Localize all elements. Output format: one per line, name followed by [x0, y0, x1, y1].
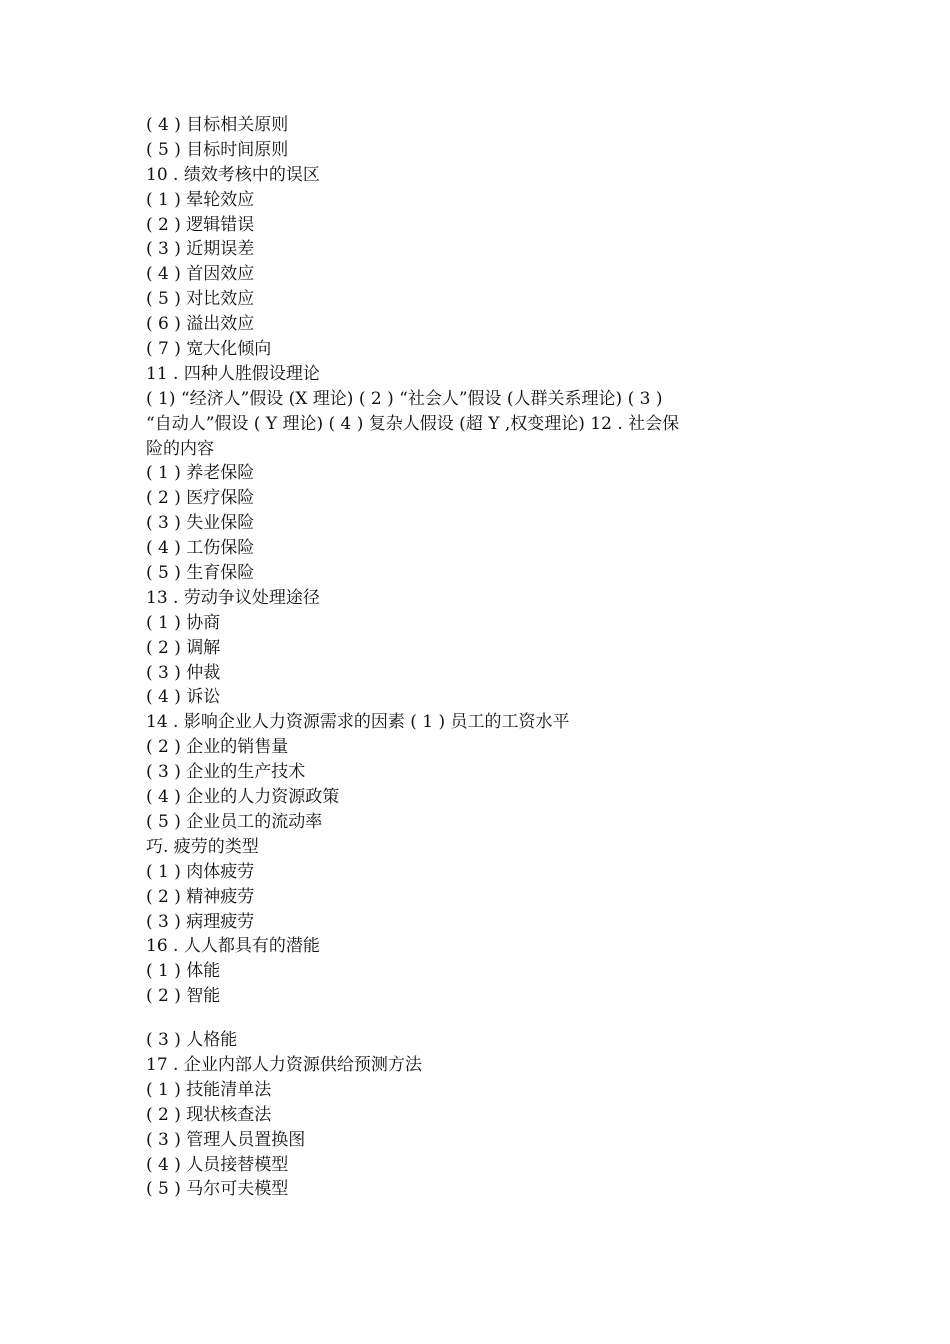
- text-block-b: [146, 1028, 816, 1202]
- section-heading: 16 . 人人都具有的潜能: [146, 936, 320, 957]
- text-line: ( 3 ) 近期误差: [146, 239, 255, 260]
- text-line: ( 4 ) 人员接替模型: [146, 1154, 289, 1175]
- text-line: ( 5 ) 马尔可夫模型: [146, 1179, 289, 1200]
- text-line: ( 1 ) 肉体疲劳: [146, 861, 255, 882]
- text-line: ( 2 ) 调解: [146, 637, 221, 658]
- text-line: ( 2 ) 精神疲劳: [146, 886, 255, 907]
- text-line: ( 7 ) 宽大化倾向: [146, 339, 272, 360]
- text-line: ( 4 ) 工伤保险: [146, 538, 255, 559]
- text-line: ( 3 ) 人格能: [146, 1030, 238, 1051]
- text-line: ( 5 ) 目标时间原则: [146, 139, 289, 160]
- paragraph-gap: [146, 1009, 816, 1028]
- text-line: ( 1 ) 协商: [146, 612, 221, 633]
- text-line: ( 2 ) 逻辑错误: [146, 214, 255, 235]
- text-line: ( 4 ) 企业的人力资源政策: [146, 787, 340, 808]
- text-line: ( 3 ) 管理人员置换图: [146, 1129, 306, 1150]
- text-line: 险的内容: [146, 438, 214, 459]
- text-line: ( 4 ) 诉讼: [146, 687, 221, 708]
- text-line: ( 2 ) 医疗保险: [146, 488, 255, 509]
- text-line: ( 5 ) 对比效应: [146, 289, 255, 310]
- section-heading: 14 . 影响企业人力资源需求的因素 ( 1 ) 员工的工资水平: [146, 712, 570, 733]
- text-line: ( 4 ) 目标相关原则: [146, 115, 289, 135]
- text-line: ( 1 ) 技能清单法: [146, 1079, 272, 1100]
- section-heading: 10 . 绩效考核中的误区: [146, 164, 320, 185]
- text-line: ( 1 ) 养老保险: [146, 463, 255, 484]
- text-line: ( 2 ) 企业的销售量: [146, 737, 289, 758]
- document-page: [146, 113, 816, 1202]
- section-heading: 11 . 四种人胜假设理论: [146, 363, 320, 384]
- section-heading: 17 . 企业内部人力资源供给预测方法: [146, 1054, 422, 1075]
- text-line: ( 2 ) 现状核查法: [146, 1104, 272, 1125]
- text-line: ( 6 ) 溢出效应: [146, 314, 255, 335]
- text-line: ( 3 ) 病理疲劳: [146, 911, 255, 932]
- section-heading: 巧. 疲劳的类型: [146, 836, 259, 857]
- text-line: ( 1 ) 体能: [146, 961, 221, 982]
- text-block-a: [146, 113, 816, 1009]
- text-line: ( 3 ) 仲裁: [146, 662, 221, 683]
- text-line: ( 5 ) 生育保险: [146, 563, 255, 584]
- section-heading: 13 . 劳动争议处理途径: [146, 587, 320, 608]
- text-line: ( 2 ) 智能: [146, 986, 221, 1007]
- text-line: ( 4 ) 首因效应: [146, 264, 255, 285]
- text-line: ( 5 ) 企业员工的流动率: [146, 811, 323, 832]
- text-line: ( 3 ) 失业保险: [146, 513, 255, 534]
- text-line: ( 3 ) 企业的生产技术: [146, 762, 306, 783]
- text-line: ( 1) “经济人”假设 (X 理论) ( 2 ) “社会人”假设 (人群关系理论) ( 3 ): [146, 388, 663, 409]
- text-line: ( 1 ) 晕轮效应: [146, 189, 255, 210]
- text-line: “自动人”假设 ( Y 理论) ( 4 ) 复杂人假设 (超 Y ,权变理论) 12 . 社会保: [146, 413, 680, 434]
